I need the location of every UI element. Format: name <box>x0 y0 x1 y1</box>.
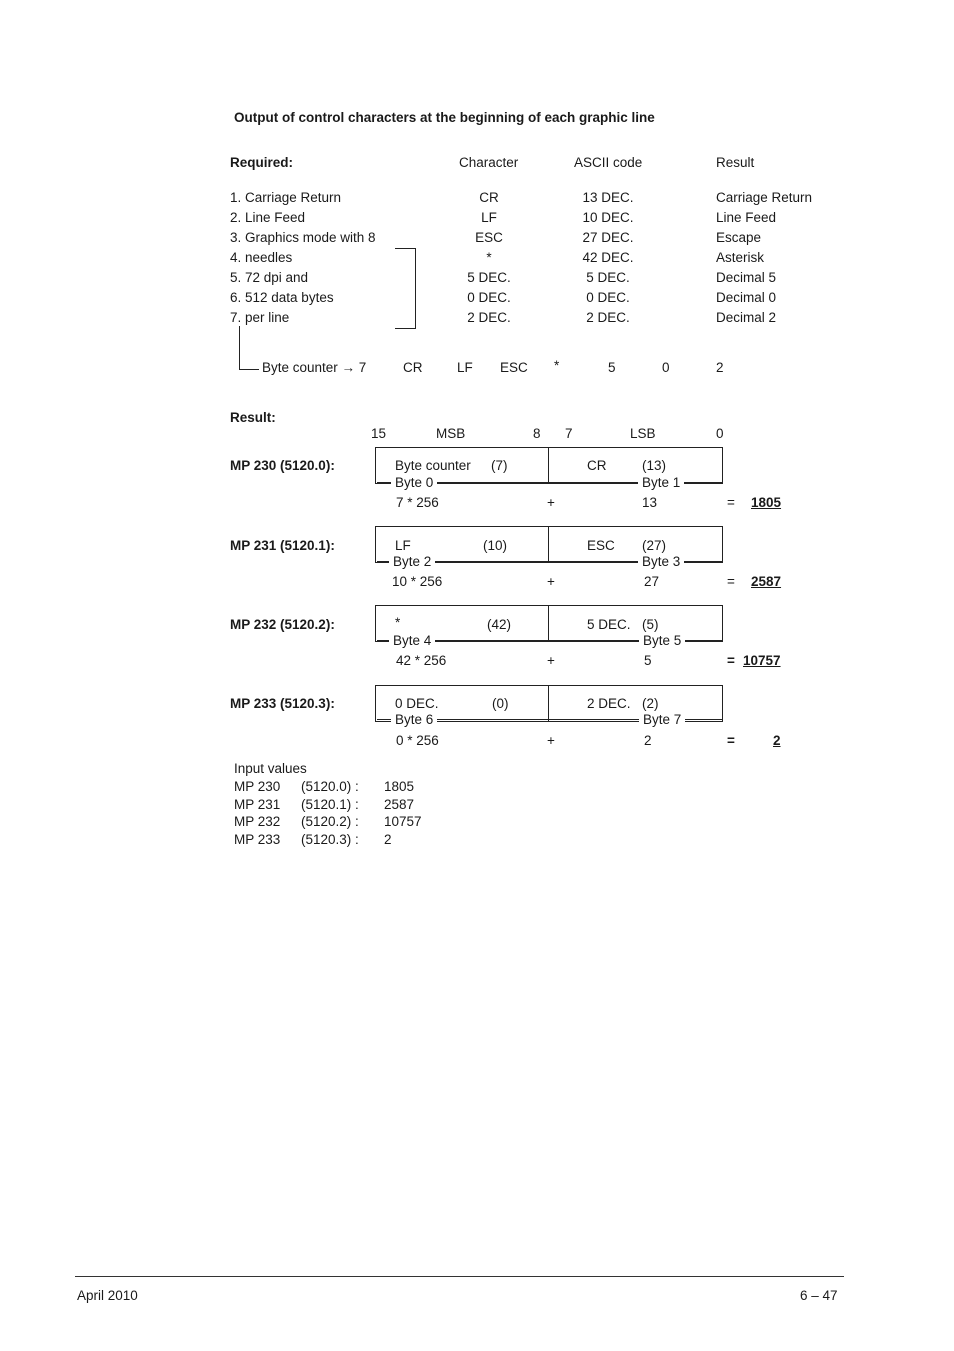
row-character: LF <box>481 210 497 225</box>
sequence-item: 2 <box>716 360 724 375</box>
low-byte-label: 5 DEC. <box>587 617 631 632</box>
result-label: Result: <box>230 410 276 425</box>
row-required: 2. Line Feed <box>230 210 306 225</box>
row-ascii: 0 DEC. <box>586 290 630 305</box>
input-values-title: Input values <box>234 761 307 776</box>
input-mp: MP 231 <box>234 797 281 812</box>
row-ascii: 2 DEC. <box>586 310 630 325</box>
calc-total: 10757 <box>743 653 781 668</box>
input-val: 2587 <box>384 797 415 812</box>
footer-rule <box>75 1276 844 1277</box>
row-result: Asterisk <box>716 250 765 265</box>
row-ascii: 10 DEC. <box>582 210 634 225</box>
calc-equals: = <box>727 574 735 589</box>
sequence-item: * <box>554 358 560 373</box>
calc-plus: + <box>547 574 555 589</box>
input-val: 1805 <box>384 779 415 794</box>
low-byte-value: (2) <box>642 696 659 711</box>
row-ascii: 13 DEC. <box>582 190 634 205</box>
bit-lsb: LSB <box>630 426 656 441</box>
row-result: Line Feed <box>716 210 777 225</box>
input-val: 10757 <box>384 814 422 829</box>
row-ascii: 27 DEC. <box>582 230 634 245</box>
low-byte-value: (27) <box>642 538 667 553</box>
sequence-label: Byte counter → 7 <box>262 360 367 375</box>
high-byte-label: LF <box>395 538 411 553</box>
calc-equals: = <box>727 495 735 510</box>
row-required: 3. Graphics mode with 8 <box>230 230 376 245</box>
low-byte-value: (13) <box>642 458 667 473</box>
row-character: 5 DEC. <box>467 270 511 285</box>
input-addr: (5120.0) : <box>301 779 359 794</box>
high-byte-label: 0 DEC. <box>395 696 439 711</box>
param-name: MP 232 (5120.2): <box>230 617 335 632</box>
high-byte-value: (42) <box>487 617 512 632</box>
calc-equals: = <box>727 733 735 748</box>
row-required: 7. per line <box>230 310 290 325</box>
input-mp: MP 233 <box>234 832 281 847</box>
input-addr: (5120.2) : <box>301 814 359 829</box>
calc-low: 27 <box>644 574 660 589</box>
footer-page-number: 6 – 47 <box>800 1288 838 1303</box>
input-mp: MP 232 <box>234 814 281 829</box>
param-name: MP 230 (5120.0): <box>230 458 335 473</box>
calc-plus: + <box>547 733 555 748</box>
high-byte-value: (10) <box>483 538 508 553</box>
row-required: 4. needles <box>230 250 293 265</box>
calc-high: 42 * 256 <box>396 653 447 668</box>
bit-15: 15 <box>371 426 387 441</box>
byte-lo-label: Byte 1 <box>638 475 684 490</box>
calc-total: 1805 <box>751 495 782 510</box>
calc-equals: = <box>727 653 735 668</box>
row-character: 0 DEC. <box>467 290 511 305</box>
input-addr: (5120.3) : <box>301 832 359 847</box>
byte-hi-label: Byte 0 <box>391 475 437 490</box>
low-byte-value: (5) <box>642 617 659 632</box>
calc-total: 2 <box>773 733 781 748</box>
bit-msb: MSB <box>436 426 466 441</box>
high-byte-label: * <box>395 615 401 630</box>
row-character: * <box>486 250 492 265</box>
byte-hi-label: Byte 6 <box>391 712 437 727</box>
byte-hi-label: Byte 4 <box>389 633 435 648</box>
row-ascii: 5 DEC. <box>586 270 630 285</box>
header-required: Required: <box>230 155 294 170</box>
param-name: MP 233 (5120.3): <box>230 696 335 711</box>
calc-high: 7 * 256 <box>396 495 439 510</box>
low-byte-label: CR <box>587 458 607 473</box>
sequence-item: ESC <box>500 360 528 375</box>
page-heading: Output of control characters at the beginning of each graphic line <box>234 110 655 125</box>
row-result: Carriage Return <box>716 190 813 205</box>
high-byte-label: Byte counter <box>395 458 471 473</box>
row-character: CR <box>479 190 499 205</box>
calc-plus: + <box>547 495 555 510</box>
byte-lo-label: Byte 5 <box>639 633 685 648</box>
row-result: Decimal 0 <box>716 290 777 305</box>
param-name: MP 231 (5120.1): <box>230 538 335 553</box>
calc-low: 13 <box>642 495 658 510</box>
input-mp: MP 230 <box>234 779 281 794</box>
header-character: Character <box>459 155 519 170</box>
footer-date: April 2010 <box>77 1288 138 1303</box>
byte-lo-label: Byte 7 <box>639 712 685 727</box>
sequence-item: 5 <box>608 360 616 375</box>
row-character: ESC <box>475 230 503 245</box>
row-ascii: 42 DEC. <box>582 250 634 265</box>
byte-lo-label: Byte 3 <box>638 554 684 569</box>
row-required: 1. Carriage Return <box>230 190 342 205</box>
header-result: Result <box>716 155 755 170</box>
input-addr: (5120.1) : <box>301 797 359 812</box>
sequence-item: 0 <box>662 360 670 375</box>
bit-8: 8 <box>533 426 541 441</box>
header-ascii: ASCII code <box>574 155 643 170</box>
low-byte-label: 2 DEC. <box>587 696 631 711</box>
row-result: Decimal 2 <box>716 310 777 325</box>
input-val: 2 <box>384 832 392 847</box>
low-byte-label: ESC <box>587 538 615 553</box>
row-required: 6. 512 data bytes <box>230 290 334 305</box>
row-character: 2 DEC. <box>467 310 511 325</box>
row-result: Decimal 5 <box>716 270 777 285</box>
calc-high: 0 * 256 <box>396 733 439 748</box>
high-byte-value: (0) <box>492 696 509 711</box>
bit-7: 7 <box>565 426 573 441</box>
sequence-item: LF <box>457 360 473 375</box>
byte-hi-label: Byte 2 <box>389 554 435 569</box>
bit-0: 0 <box>716 426 724 441</box>
calc-low: 2 <box>644 733 652 748</box>
calc-plus: + <box>547 653 555 668</box>
row-required: 5. 72 dpi and <box>230 270 309 285</box>
high-byte-value: (7) <box>491 458 508 473</box>
calc-high: 10 * 256 <box>392 574 443 589</box>
row-result: Escape <box>716 230 762 245</box>
sequence-item: CR <box>403 360 423 375</box>
calc-total: 2587 <box>751 574 782 589</box>
calc-low: 5 <box>644 653 652 668</box>
